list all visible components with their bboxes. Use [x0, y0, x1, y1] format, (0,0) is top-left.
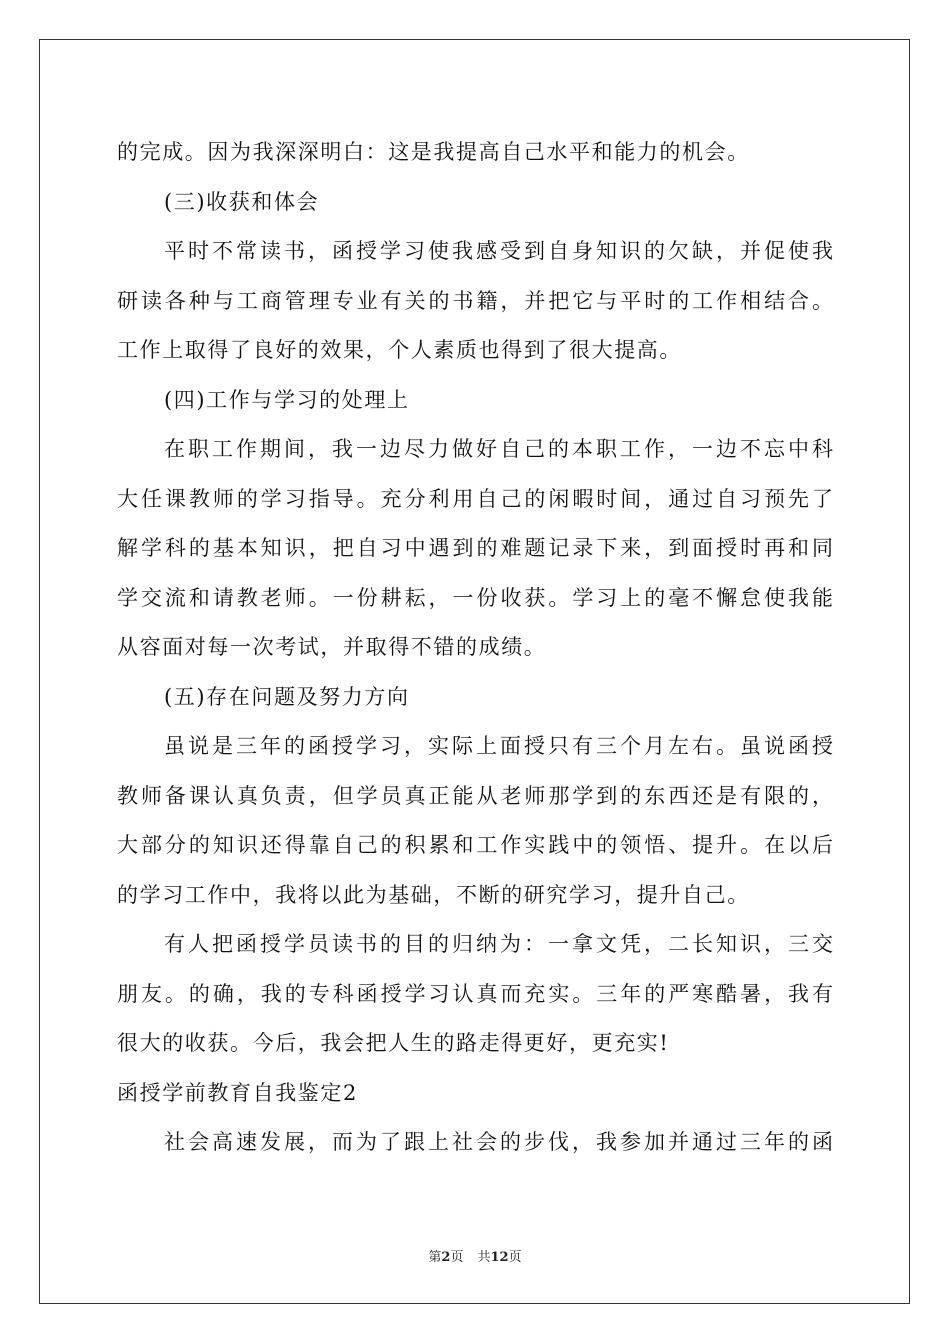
text-line: 学交流和请教老师。一份耕耘，一份收获。学习上的毫不懈怠使我能: [117, 585, 833, 610]
text-line: 的完成。因为我深深明白：这是我提高自己水平和能力的机会。: [117, 140, 750, 164]
document-body: [117, 128, 833, 1168]
footer-page-prefix: 第: [428, 1250, 442, 1265]
text-line: 工作上取得了良好的效果，个人素质也得到了很大提高。: [117, 338, 682, 362]
text-line: 从容面对每一次考试，并取得不错的成绩。: [117, 635, 547, 659]
page-footer: [0, 1246, 950, 1265]
text-line: (三)收获和体会: [164, 189, 320, 214]
text-line: 朋友。的确，我的专科函授学习认真而充实。三年的严寒酷暑，我有: [117, 981, 833, 1006]
text-line: 大任课教师的学习指导。充分利用自己的闲暇时间，通过自习预先了: [117, 486, 833, 511]
footer-total-prefix: 共: [477, 1250, 491, 1265]
text-line: 解学科的基本知识，把自习中遇到的难题记录下来，到面授时再和同: [117, 536, 833, 560]
text-line: 社会高速发展，而为了跟上社会的步伐，我参加并通过三年的函: [164, 1130, 833, 1154]
text-line: 平时不常读书，函授学习使我感受到自身知识的欠缺，并促使我: [164, 239, 833, 263]
footer-total-suffix: 页: [508, 1250, 522, 1265]
text-line: 教师备课认真负责，但学员真正能从老师那学到的东西还是有限的，: [117, 783, 833, 808]
text-line: 在职工作期间，我一边尽力做好自己的本职工作，一边不忘中科: [164, 437, 833, 461]
text-line: 研读各种与工商管理专业有关的书籍，并把它与平时的工作相结合。: [117, 288, 833, 313]
text-line: 有人把函授学员读书的目的归纳为：一拿文凭，二长知识，三交: [164, 932, 833, 956]
footer-page-suffix: 页: [450, 1250, 464, 1265]
text-line: 函授学前教育自我鉴定2: [117, 1080, 358, 1105]
text-line: (四)工作与学习的处理上: [164, 387, 410, 412]
footer-page-current: 2: [441, 1250, 451, 1265]
footer-page-total: 12: [490, 1250, 509, 1265]
text-line: (五)存在问题及努力方向: [164, 684, 410, 709]
text-line: 虽说是三年的函授学习，实际上面授只有三个月左右。虽说函授: [164, 734, 833, 758]
text-line: 的学习工作中，我将以此为基础，不断的研究学习，提升自己。: [117, 882, 750, 907]
text-line: 大部分的知识还得靠自己的积累和工作实践中的领悟、提升。在以后: [117, 833, 833, 857]
text-line: 很大的收获。今后，我会把人生的路走得更好，更充实!: [117, 1031, 670, 1055]
